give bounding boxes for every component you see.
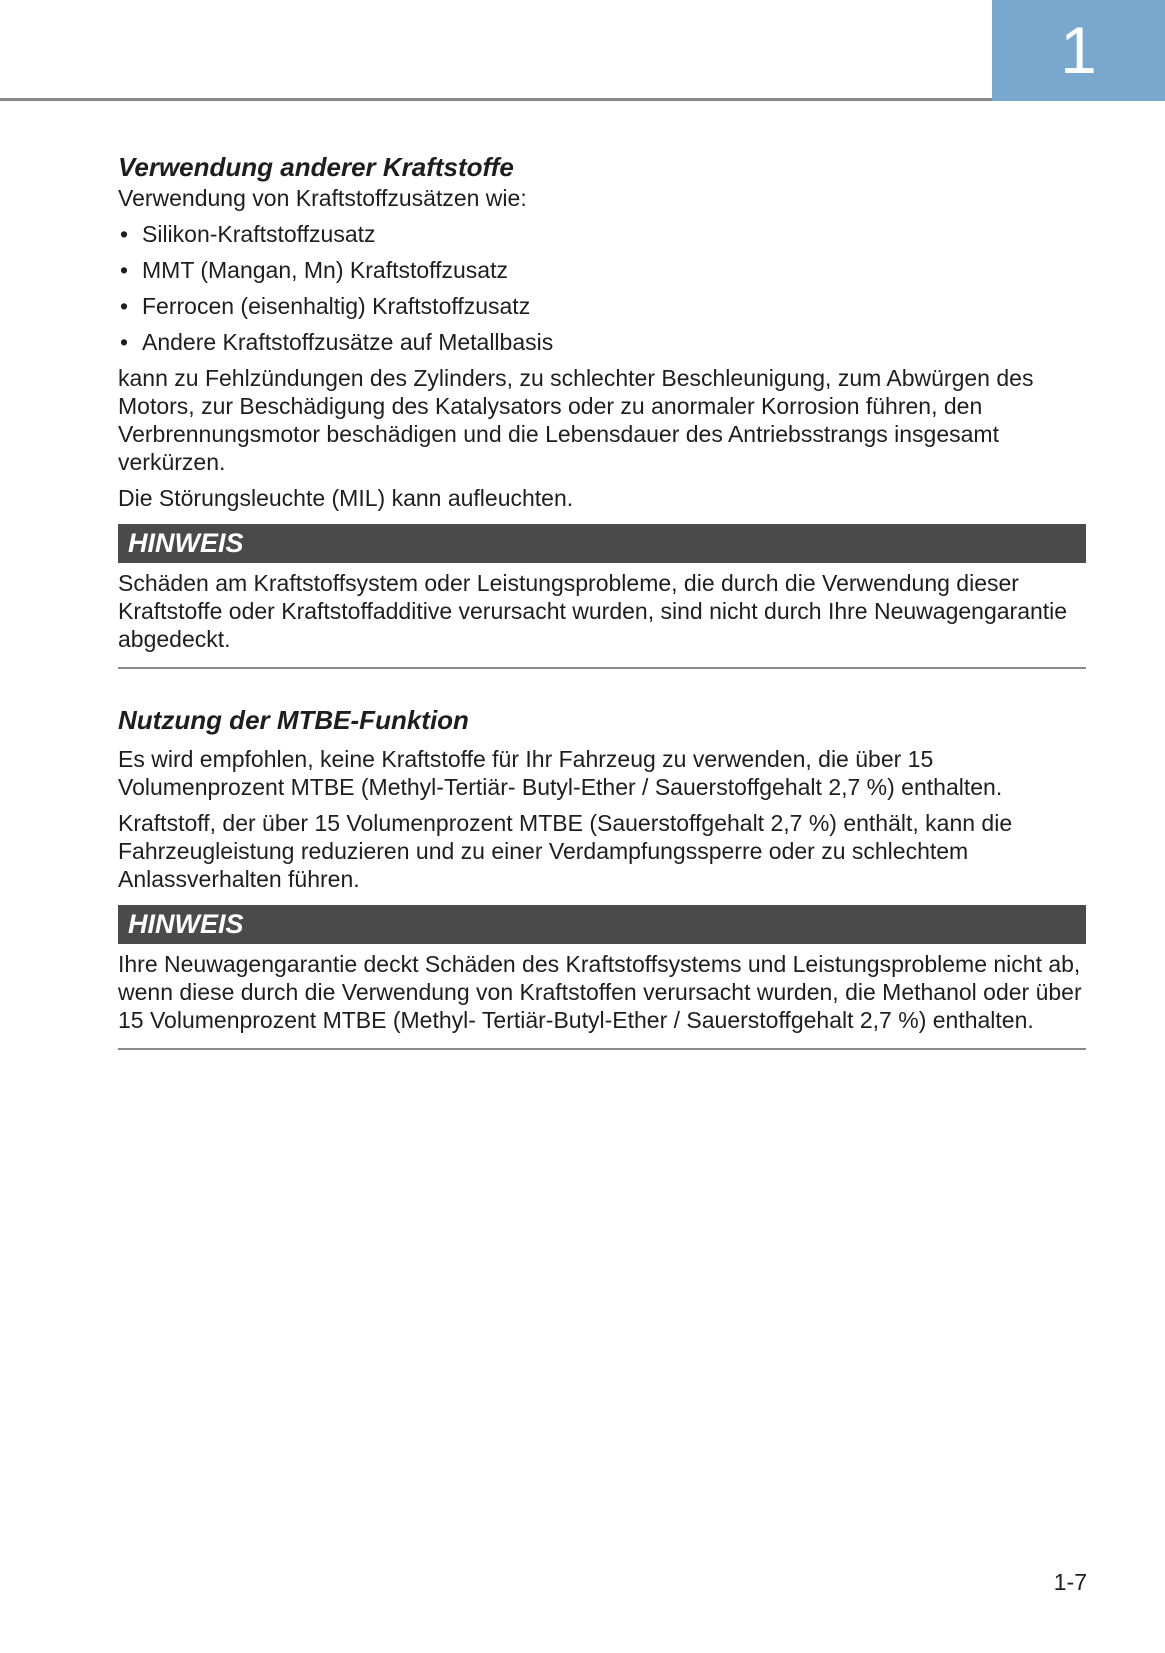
list-item-label: Andere Kraftstoffzusätze auf Metallbasis <box>142 329 554 355</box>
notice-divider <box>118 1048 1086 1050</box>
bullet-icon: • <box>120 329 129 355</box>
header-rule <box>0 98 992 101</box>
list-item <box>118 256 1086 284</box>
list-item <box>118 220 1086 248</box>
chapter-tab: 1 <box>992 0 1165 101</box>
list-item-label: Ferrocen (eisenhaltig) Kraftstoffzusatz <box>142 293 531 319</box>
mtbe-recommendation: Es wird empfohlen, keine Kraftstoffe für Ihr Fahrzeug zu verwenden, die über 15 Volumenprozent MTBE (Methyl-Tertiär- Butyl-Ether / Sauerstoffgehalt 2,7 %) enthalten. <box>118 746 1003 800</box>
mtbe-effects: Kraftstoff, der über 15 Volumenprozent MTBE (Sauerstoffgehalt 2,7 %) enthält, kann die Fahrzeugleistung reduzieren und zu einer Verdampfungssperre oder zu schlechtem Anlassverhalten führen. <box>118 810 1013 892</box>
notice-text: Ihre Neuwagengarantie deckt Schäden des Kraftstoffsystems und Leistungsprobleme nicht ab, wenn diese durch die Verwendung von Kraftstoffen verursacht wurden, die Methanol oder über 15 Volumenprozent MTBE (Methyl- Tertiär-Butyl-Ether / Sauerstoffgehalt 2,7 %) enthalten. <box>118 951 1082 1033</box>
bullet-icon: • <box>120 293 129 319</box>
intro-text: Verwendung von Kraftstoffzusätzen wie: <box>118 185 527 211</box>
section-heading: Nutzung der MTBE-Funktion <box>118 705 469 735</box>
list-item-label: Silikon-Kraftstoffzusatz <box>142 221 376 247</box>
list-item <box>118 328 1086 356</box>
additive-list <box>118 220 1086 356</box>
list-item <box>118 292 1086 320</box>
list-item-label: MMT (Mangan, Mn) Kraftstoffzusatz <box>142 257 508 283</box>
notice-divider <box>118 667 1086 669</box>
page-number: 1-7 <box>1053 1569 1087 1595</box>
bullet-icon: • <box>120 221 129 247</box>
page-content <box>118 150 1086 1050</box>
section-heading: Verwendung anderer Kraftstoffe <box>118 152 514 182</box>
notice-label: HINWEIS <box>118 905 1086 944</box>
consequence-text: kann zu Fehlzündungen des Zylinders, zu schlechter Beschleunigung, zum Abwürgen des Motors, zur Beschädigung des Katalysators oder zu anormaler Korrosion führen, den Verbrennungsmotor beschädigen und die Lebensdauer des Antriebsstrangs insgesamt verkürzen. <box>118 365 1034 475</box>
section-mtbe <box>118 703 1086 1050</box>
bullet-icon: • <box>120 257 129 283</box>
notice-label: HINWEIS <box>118 524 1086 563</box>
section-other-fuels <box>118 150 1086 669</box>
notice-text: Schäden am Kraftstoffsystem oder Leistungsprobleme, die durch die Verwendung dieser Kraftstoffe oder Kraftstoffadditive verursacht wurden, sind nicht durch Ihre Neuwagengarantie abgedeckt. <box>118 570 1068 652</box>
mil-text: Die Störungsleuchte (MIL) kann aufleuchten. <box>118 485 574 511</box>
